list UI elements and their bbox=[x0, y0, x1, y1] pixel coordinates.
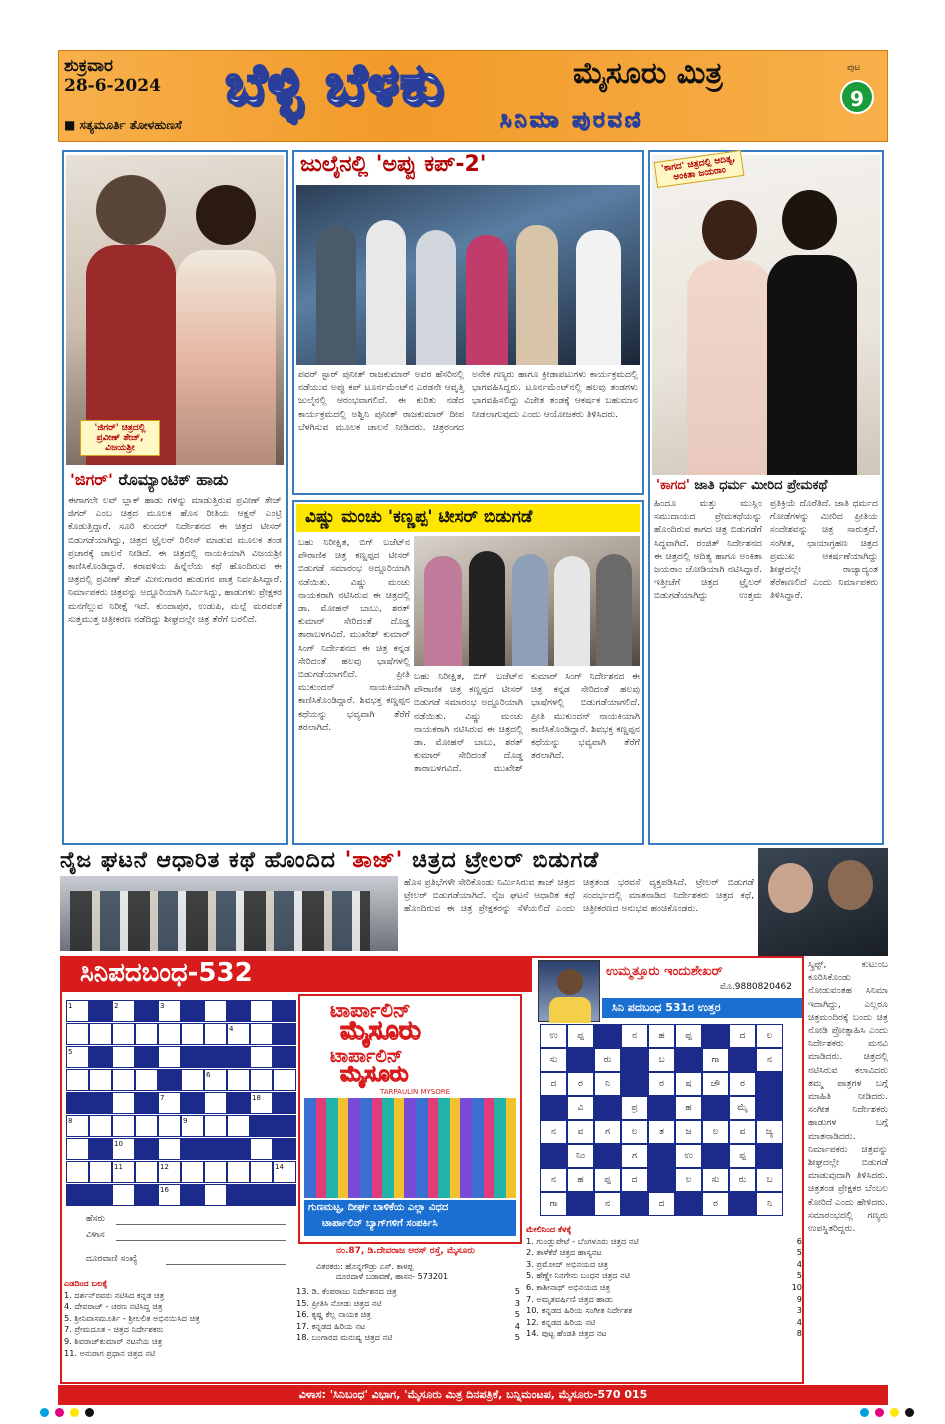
answer-block bbox=[702, 1024, 729, 1048]
masthead bbox=[58, 50, 888, 142]
crossword-cell[interactable] bbox=[158, 1138, 181, 1160]
author-credit: ■ ಸತ್ಯಮೂರ್ತಿ ತೋಳಹುಣಸೆ bbox=[64, 118, 182, 132]
answer-cell: ಪ್ಪ bbox=[594, 1168, 621, 1192]
crossword-block bbox=[204, 1046, 227, 1068]
crossword-cell[interactable] bbox=[204, 1115, 227, 1137]
crossword-block bbox=[273, 1000, 296, 1022]
footer-address: ವಿಳಾಸ: 'ಸಿನಿಬಂಧ' ವಿಭಾಗ, 'ಮೈಸೂರು ಮಿತ್ರ ದಿನಪತ್ರಿಕೆ, ಬನ್ನಿಮಂಟಪ, ಮೈಸೂರು-570 015 bbox=[58, 1385, 888, 1405]
registration-marks bbox=[0, 1408, 945, 1420]
clue-item: 1. ದರ್ಶನ್‌ರವರು ನಟಿಸಿದ ಕನ್ನಡ ಚಿತ್ರ bbox=[64, 1289, 165, 1300]
crossword-block bbox=[135, 1138, 158, 1160]
answer-cell: ವ bbox=[567, 1120, 594, 1144]
answer-cell: ವಿ bbox=[567, 1096, 594, 1120]
ad-title-2: ಮೈಸೂರು bbox=[340, 1016, 421, 1046]
answer-grid bbox=[540, 1024, 800, 1220]
crossword-cell[interactable] bbox=[158, 1046, 181, 1068]
answer-block bbox=[567, 1192, 594, 1216]
crossword-block bbox=[227, 1046, 250, 1068]
answer-block bbox=[567, 1048, 594, 1072]
answer-block bbox=[648, 1168, 675, 1192]
crossword-block bbox=[135, 1000, 158, 1022]
crossword-cell[interactable] bbox=[135, 1161, 158, 1183]
crossword-block bbox=[158, 1069, 181, 1091]
crossword-block bbox=[89, 1138, 112, 1160]
answer-cell: ನಿ bbox=[756, 1192, 783, 1216]
crossword-cell[interactable] bbox=[66, 1023, 89, 1045]
answer-block bbox=[756, 1072, 783, 1096]
crossword-cell[interactable] bbox=[112, 1046, 135, 1068]
crossword-block bbox=[66, 1092, 89, 1114]
crossword-cell[interactable] bbox=[89, 1069, 112, 1091]
answer-clue-item: 10. ಕನ್ನಡದ ಹಿರಿಯ ಸಂಗೀತ ನಿರ್ದೇಶಕ 3 bbox=[526, 1305, 802, 1316]
crossword-cell[interactable] bbox=[112, 1115, 135, 1137]
clue-item: 15. ಪ್ರೀತಿಸಿ ನೋಡು ಚಿತ್ರದ ನಟಿ 3 bbox=[296, 1297, 520, 1308]
crossword-block bbox=[181, 1092, 204, 1114]
answer-cell: ದ bbox=[621, 1168, 648, 1192]
answer-block bbox=[702, 1144, 729, 1168]
ad-photo bbox=[304, 1098, 516, 1198]
answer-cell: ಪ್ಪ bbox=[729, 1144, 756, 1168]
right-headline-rest: ಜಾತಿ ಧರ್ಮ ಮೀರಿದ ಪ್ರೇಮಕಥೆ bbox=[694, 478, 828, 493]
crossword-cell[interactable] bbox=[250, 1000, 273, 1022]
answer-clue-item: 2. ತಾಳೆಕೆರೆ ಚಿತ್ರದ ಹಾಸ್ಯನಟ 5 bbox=[526, 1247, 802, 1258]
answer-cell: ರ bbox=[567, 1072, 594, 1096]
crossword-cell[interactable] bbox=[273, 1069, 296, 1091]
crossword-cell[interactable]: 18 bbox=[250, 1092, 273, 1114]
center-top-headline: ಜುಲೈನಲ್ಲಿ 'ಅಪ್ಪು ಕಪ್-2' bbox=[300, 152, 487, 177]
crossword-cell[interactable] bbox=[158, 1023, 181, 1045]
answer-cell: ರ bbox=[648, 1072, 675, 1096]
crossword-block bbox=[273, 1138, 296, 1160]
phone-label: ದೂರವಾಣಿ ಸಂಖ್ಯೆ bbox=[86, 1254, 138, 1264]
crossword-cell[interactable]: 8 bbox=[66, 1115, 89, 1137]
answer-cell: ಬ bbox=[648, 1048, 675, 1072]
answer-cell: ಹ bbox=[567, 1168, 594, 1192]
answer-cell: ದ bbox=[648, 1192, 675, 1216]
answer-cell: ನಿ bbox=[594, 1072, 621, 1096]
crossword-cell[interactable] bbox=[181, 1023, 204, 1045]
answer-cell: ಜ್ಯ bbox=[756, 1120, 783, 1144]
center-top-body: ಪವರ್ ಸ್ಟಾರ್ ಪುನೀತ್ ರಾಜಕುಮಾರ್ ಅವರ ಹೆಸರಿನಲ್ಲಿ ನಡೆಯುವ ಅಪ್ಪು ಕಪ್ ಟೂರ್ನಮೆಂಟ್‌ನ ಎರಡನೇ ಆವೃತ್ತಿ ಜುಲೈನಲ್ಲಿ ಆರಂಭವಾಗಲಿದೆ. ಈ ಕುರಿತು ನಡೆದ ಕಾರ್ಯಕ್ರಮದಲ್ಲಿ ಅಶ್ವಿನಿ ಪುನೀತ್ ರಾಜಕುಮಾರ್ ದೀಪ ಬೆಳಗಿಸುವ ಮೂಲಕ ಚಾಲನೆ ನೀಡಿದರು. ಚಿತ್ರರಂಗದ ಅನೇಕ ಗಣ್ಯರು ಹಾಗೂ ಕ್ರೀಡಾಪಟುಗಳು ಕಾರ್ಯಕ್ರಮದಲ್ಲಿ ಭಾಗವಹಿಸಿದ್ದರು. ಟೂರ್ನಮೆಂಟ್‌ನಲ್ಲಿ ಹಲವು ತಂಡಗಳು ಭಾಗವಹಿಸಲಿದ್ದು ವಿಜೇತ ತಂಡಕ್ಕೆ ಆಕರ್ಷಕ ಬಹುಮಾನ ನೀಡಲಾಗುವುದು ಎಂದು ಆಯೋಜಕರು ತಿಳಿಸಿದರು. bbox=[298, 369, 638, 433]
crossword-block bbox=[273, 1023, 296, 1045]
answer-block bbox=[675, 1192, 702, 1216]
crossword-block bbox=[273, 1115, 296, 1137]
answer-cell: ಪ್ಪ bbox=[567, 1024, 594, 1048]
clues-left bbox=[64, 1278, 290, 1359]
left-story-headline bbox=[70, 470, 228, 490]
crossword-cell[interactable]: 12 bbox=[158, 1161, 181, 1183]
answer-cell: ನ bbox=[621, 1024, 648, 1048]
crossword-cell[interactable]: 5 bbox=[66, 1046, 89, 1068]
answer-block bbox=[540, 1096, 567, 1120]
center-mid-headline: ವಿಷ್ಣು ಮಂಚು 'ಕಣ್ಣಪ್ಪ' ಟೀಸರ್ ಬಿಡುಗಡೆ bbox=[305, 507, 533, 527]
crossword-block bbox=[89, 1000, 112, 1022]
answer-mobile: ಮೊ.9880820462 bbox=[720, 982, 793, 992]
tarpaulin-ad bbox=[298, 994, 522, 1244]
answer-cell: ಲ bbox=[675, 1168, 702, 1192]
crossword-cell[interactable] bbox=[227, 1069, 250, 1091]
answer-block bbox=[648, 1096, 675, 1120]
answer-cell: ಬ bbox=[756, 1168, 783, 1192]
crossword-grid[interactable] bbox=[66, 1000, 296, 1210]
paper-name: ಮೈಸೂರು ಮಿತ್ರ bbox=[573, 56, 723, 91]
center-mid-photo bbox=[414, 536, 640, 666]
ad-title-3: ಟಾರ್ಪಾಲಿನ್ bbox=[330, 1046, 403, 1067]
crossword-cell[interactable] bbox=[227, 1115, 250, 1137]
answer-cell: ರ bbox=[729, 1072, 756, 1096]
answer-block bbox=[648, 1144, 675, 1168]
answer-cell: ಜ bbox=[675, 1120, 702, 1144]
answer-cell: ರು bbox=[594, 1048, 621, 1072]
crossword-cell[interactable] bbox=[135, 1115, 158, 1137]
clue-item: 11. ಅನುರಾಗ ಪ್ರಧಾನ ಚಿತ್ರದ ನಟಿ bbox=[64, 1347, 156, 1358]
banner-poster bbox=[758, 848, 888, 956]
clue-item: 16. ಕೃಷ್ಣ ಕೆಲ್ಲ ನಾಯಕ ಚಿತ್ರ 5 bbox=[296, 1309, 520, 1320]
page-number: 9 bbox=[840, 80, 874, 114]
answer-clue-item: 7. ಅಮೃತವರ್ಷಿಣಿ ಚಿತ್ರದ ಹಾಡು 9 bbox=[526, 1293, 802, 1304]
address-label: ವಿಳಾಸ bbox=[86, 1230, 105, 1240]
crossword-cell[interactable]: 2 bbox=[112, 1000, 135, 1022]
answer-cell: ಗ bbox=[594, 1120, 621, 1144]
banner-photo bbox=[60, 876, 398, 951]
answer-cell: ಪ್ರ bbox=[621, 1096, 648, 1120]
crossword-cell[interactable] bbox=[250, 1138, 273, 1160]
answer-cell: ಲ bbox=[756, 1024, 783, 1048]
crossword-cell[interactable]: 11 bbox=[112, 1161, 135, 1183]
crossword-cell[interactable] bbox=[89, 1161, 112, 1183]
address-line[interactable] bbox=[116, 1240, 286, 1241]
crossword-block bbox=[227, 1092, 250, 1114]
clue-item: 5. ಶ್ರೀನಿವಾಸಮೂರ್ತಿ - ಶ್ರೀಲಲಿತ ಅಭಿನಯಿಸಿದ ಚಿತ್ರ bbox=[64, 1312, 200, 1323]
crossword-block bbox=[89, 1092, 112, 1114]
ad-caption-1: ಗುಣಮಟ್ಟ, ದೀರ್ಘ ಬಾಳಿಕೆಯ ಎಲ್ಲಾ ವಿಧದ bbox=[308, 1202, 449, 1213]
clue-item: 17. ಕನ್ನಡದ ಹಿರಿಯ ನಟ 4 bbox=[296, 1320, 520, 1331]
crossword-cell[interactable] bbox=[250, 1069, 273, 1091]
answer-block bbox=[621, 1192, 648, 1216]
crossword-cell[interactable] bbox=[204, 1023, 227, 1045]
section-subtitle: ಸಿನಿಮಾ ಪುರವಣಿ bbox=[500, 108, 644, 133]
clues-mid bbox=[296, 1286, 520, 1344]
center-mid-body: ಬಹು ನಿರೀಕ್ಷಿತ, ಬಿಗ್ ಬಜೆಟ್‌ನ ಪೌರಾಣಿಕ ಚಿತ್ರ ಕಣ್ಣಪ್ಪದ ಟೀಸರ್ ಬಿಡುಗಡೆ ಸಮಾರಂಭ ಅದ್ದೂರಿಯಾಗಿ ನಡೆಯಿತು. ವಿಷ್ಣು ಮಂಚು ನಾಯಕರಾಗಿ ನಟಿಸಿರುವ ಈ ಚಿತ್ರದಲ್ಲಿ ಡಾ. ಮೋಹನ್ ಬಾಬು, ಶರತ್ ಕುಮಾರ್ ಸೇರಿದಂತೆ ದೊಡ್ಡ ತಾರಾಬಳಗವಿದೆ. ಮುಖೇಶ್ ಕುಮಾರ್ ಸಿಂಗ್ ನಿರ್ದೇಶನದ ಈ ಚಿತ್ರ ಕನ್ನಡ ಸೇರಿದಂತೆ ಹಲವು ಭಾಷೆಗಳಲ್ಲಿ ಬಿಡುಗಡೆಯಾಗಲಿದೆ. ಪ್ರೀತಿ ಮುಕುಂದನ್ ನಾಯಕಿಯಾಗಿ ಕಾಣಿಸಿಕೊಂಡಿದ್ದಾರೆ. ಶಿವಭಕ್ತ ಕಣ್ಣಪ್ಪನ ಕಥೆಯನ್ನು ಭವ್ಯವಾಗಿ ತೆರೆಗೆ ತರಲಾಗಿದೆ. bbox=[298, 537, 410, 733]
crossword-cell[interactable] bbox=[66, 1138, 89, 1160]
clue-item: 13. ಡಿ. ಕೆಂಪರಾಜು ನಿರ್ದೇಶನದ ಚಿತ್ರ 5 bbox=[296, 1286, 520, 1296]
clue-item: 9. ಶಿವರಾಜ್‌ಕುಮಾರ್ ನಟನೆಯ ಚಿತ್ರ bbox=[64, 1335, 163, 1346]
crossword-cell[interactable] bbox=[181, 1161, 204, 1183]
crossword-cell[interactable]: 1 bbox=[66, 1000, 89, 1022]
crossword-cell[interactable] bbox=[181, 1069, 204, 1091]
banner-headline-a: ನೈಜ ಘಟನೆ ಆಧಾರಿತ ಕಥೆ ಹೊಂದಿದ bbox=[60, 848, 336, 873]
crossword-cell[interactable] bbox=[66, 1069, 89, 1091]
crossword-cell[interactable] bbox=[204, 1161, 227, 1183]
answer-cell: ತ bbox=[648, 1120, 675, 1144]
crossword-block bbox=[250, 1115, 273, 1137]
crossword-cell[interactable] bbox=[227, 1161, 250, 1183]
answer-clue-item: 3. ಪ್ರಮೋದ್ ಅಭಿನಯದ ಚಿತ್ರ 4 bbox=[526, 1258, 802, 1269]
phone-line[interactable] bbox=[166, 1264, 286, 1265]
crossword-cell[interactable]: 4 bbox=[227, 1023, 250, 1045]
crossword-block bbox=[181, 1138, 204, 1160]
ad-brand: TARPAULIN MYSORE bbox=[380, 1088, 451, 1096]
answer-block bbox=[540, 1144, 567, 1168]
crossword-cell[interactable] bbox=[112, 1023, 135, 1045]
banner-right-body: ಸ್ಕ್ರಿಪ್ಟ್, ಕುಟುಂಬ ಕೂರಿಸಿಕೊಂಡು ನೋಡುವಂತಹ ಸಿನಿಮಾ ಇದಾಗಿದ್ದು, ಎಲ್ಲರೂ ಚಿತ್ರಮಂದಿರಕ್ಕೆ ಬಂದು ಚಿತ್ರ ನೋಡಿ ಪ್ರೋತ್ಸಾಹಿಸಿ ಎಂದು ನಿರ್ದೇಶಕರು ಮನವಿ ಮಾಡಿದರು. ಚಿತ್ರದಲ್ಲಿ ನಟಿಸಿರುವ ಕಲಾವಿದರು ತಮ್ಮ ಪಾತ್ರಗಳ ಬಗ್ಗೆ ಮಾಹಿತಿ ನೀಡಿದರು. ಸಂಗೀತ ನಿರ್ದೇಶಕರು ಹಾಡುಗಳ ಬಗ್ಗೆ ಮಾತನಾಡಿದರು. ನಿರ್ಮಾಪಕರು ಚಿತ್ರವನ್ನು ಶೀಘ್ರದಲ್ಲೇ ಬಿಡುಗಡೆ ಮಾಡುವುದಾಗಿ ತಿಳಿಸಿದರು. ಚಿತ್ರತಂಡ ಪ್ರೇಕ್ಷಕರ ಬೆಂಬಲ ಕೋರಿದೆ ಎಂದು ಹೇಳಿದರು. ಸಮಾರಂಭದಲ್ಲಿ ಗಣ್ಯರು ಉಪಸ್ಥಿತರಿದ್ದರು. bbox=[808, 959, 888, 1235]
answer-cell: ಗಾ bbox=[702, 1048, 729, 1072]
crossword-cell[interactable] bbox=[204, 1184, 227, 1206]
ad-caption-2: ಟಾರ್ಪಾಲಿನ್ ಬ್ಯಾಗ್‌ಗಳಿಗೆ ಸಂಪರ್ಕಿಸಿ bbox=[322, 1218, 438, 1229]
name-label: ಹೆಸರು bbox=[86, 1214, 105, 1224]
answer-block bbox=[621, 1072, 648, 1096]
crossword-cell[interactable] bbox=[112, 1092, 135, 1114]
crossword-block bbox=[250, 1184, 273, 1206]
ad-title-1: ಟಾರ್ಪಾಲಿನ್ bbox=[330, 998, 411, 1022]
crossword-cell[interactable] bbox=[89, 1115, 112, 1137]
crossword-cell[interactable] bbox=[112, 1184, 135, 1206]
answer-clue-item: 12. ಕನ್ನಡದ ಹಿರಿಯ ನಟಿ 4 bbox=[526, 1316, 802, 1327]
answer-cell: ಉ bbox=[540, 1024, 567, 1048]
answer-cell: ಗ bbox=[621, 1144, 648, 1168]
crossword-block bbox=[273, 1092, 296, 1114]
crossword-cell[interactable] bbox=[135, 1069, 158, 1091]
crossword-block bbox=[227, 1184, 250, 1206]
answer-author: ಉಮ್ಮತ್ತೂರು ಇಂದುಶೇಖರ್ bbox=[606, 964, 723, 979]
left-story-body: ಈಗಾಗಲೇ ಲವ್ ಬ್ಲಾಕ್ ಹಾಡು ಗಳನ್ನು ಮಾಡುತ್ತಿರುವ ಪ್ರವೀಣ್ ತೇಜ್ ಜಿಗರ್ ಎಂಬ ಚಿತ್ರದ ಮೂಲಕ ಹೊಸ ರೀತಿಯ ಆಕ್ಷನ್ ಎಂಟ್ರಿ ಕೊಡುತ್ತಿದ್ದಾರೆ. ಸೂರಿ ಕುಂದರ್ ನಿರ್ದೇಶನದ ಈ ಚಿತ್ರದ ಟೀಸರ್ ಬಿಡುಗಡೆಯಾಗಿದ್ದು, ಚಿತ್ರದ ಟ್ರೈಲರ್ ರಿಲೀಸ್ ಮಾಡುವ ಮೂಲಕ ತಂಡ ಪ್ರಚಾರಕ್ಕೆ ಚಾಲನೆ ನೀಡಿದೆ. ಈ ಚಿತ್ರದಲ್ಲಿ ನಾಯಕಿಯಾಗಿ ವಿಜಯಶ್ರೀ ಕಾಣಿಸಿಕೊಂಡಿದ್ದಾರೆ. ಕರಾವಳಿಯ ಹಿನ್ನೆಲೆಯ ಕಥೆ ಹೊಂದಿರುವ ಈ ಚಿತ್ರದಲ್ಲಿ ಪ್ರವೀಣ್ ತೇಜ್ ಮೀನುಗಾರರ ಹುಡುಗನ ಪಾತ್ರ ನಿರ್ವಹಿಸಿದ್ದಾರೆ. ನಿರ್ಮಾಪಕರು ಚಿತ್ರವನ್ನು ಅದ್ದೂರಿಯಾಗಿ ನಿರ್ಮಿಸಿದ್ದು, ಹಾಡುಗಳು ಪ್ರೇಕ್ಷಕರ ಮನಗೆಲ್ಲುವ ನಿರೀಕ್ಷೆ ಇದೆ. ಕುಂದಾಪುರ, ಉಡುಪಿ, ಮಲ್ಪೆ ಮರವಂತೆ ಸುತ್ತಮುತ್ತ ಚಿತ್ರೀಕರಣ ನಡೆದಿದ್ದು ಶೀಘ್ರದಲ್ಲೇ ಚಿತ್ರ ತೆರೆಗೆ ಬರಲಿದೆ. bbox=[68, 495, 282, 625]
left-headline-quote: 'ಜಿಗರ್' bbox=[70, 470, 113, 489]
crossword-cell[interactable] bbox=[250, 1023, 273, 1045]
crossword-cell[interactable] bbox=[135, 1023, 158, 1045]
answer-block bbox=[621, 1048, 648, 1072]
crossword-cell[interactable]: 16 bbox=[158, 1184, 181, 1206]
crossword-block bbox=[273, 1046, 296, 1068]
center-top-photo bbox=[296, 185, 640, 365]
crossword-cell[interactable] bbox=[89, 1023, 112, 1045]
date-block bbox=[64, 56, 161, 96]
clue-item: 4. ದೇವರಾಜ್ - ಚರಣ ನಟಿಸಿದ್ದ ಚಿತ್ರ bbox=[64, 1301, 163, 1312]
right-photo-tag: 'ಕಾಗದ' ಚಿತ್ರದಲ್ಲಿ ಆದಿತ್ಯ, ಅಂಕಿತಾ ಜಯರಾಂ bbox=[654, 150, 745, 188]
crossword-cell[interactable] bbox=[250, 1161, 273, 1183]
answer-block bbox=[729, 1048, 756, 1072]
ad-address: ನಂ.87, ಡಿ.ದೇವರಾಜ ಅರಸ್ ರಸ್ತೆ, ಮೈಸೂರು bbox=[336, 1246, 475, 1256]
answer-clue-item: 5. ಹೆಣ್ಣೇ ನಿನಗೇನು ಬಂಧನ ಚಿತ್ರದ ನಟಿ 5 bbox=[526, 1270, 802, 1281]
answer-block bbox=[729, 1192, 756, 1216]
crossword-cell[interactable]: 7 bbox=[158, 1092, 181, 1114]
crossword-cell[interactable] bbox=[66, 1161, 89, 1183]
crossword-block bbox=[89, 1046, 112, 1068]
clue-item: 18. ಬಂಗಾರದ ಮನುಷ್ಯ ಚಿತ್ರದ ನಟಿ 5 bbox=[296, 1332, 520, 1343]
answer-block bbox=[594, 1096, 621, 1120]
crossword-title: ಸಿನಿಪದಬಂಧ-532 bbox=[80, 958, 253, 988]
crossword-block bbox=[135, 1092, 158, 1114]
right-story-photo bbox=[652, 155, 880, 475]
answer-title: ಸಿನಿ ಪದಬಂಧ 531ರ ಉತ್ತರ bbox=[612, 1001, 721, 1014]
answer-cell: ನ bbox=[540, 1168, 567, 1192]
name-line[interactable] bbox=[116, 1224, 286, 1225]
weekday: ಶುಕ್ರವಾರ bbox=[64, 56, 113, 76]
right-story-body: ಹಿಂದೂ ಮತ್ತು ಮುಸ್ಲಿಂ ಸಮುದಾಯದ ಪ್ರೇಮಕಥೆಯನ್ನು ಹೊಂದಿರುವ ಕಾಗದ ಚಿತ್ರ ಬಿಡುಗಡೆಗೆ ಸಿದ್ಧವಾಗಿದೆ. ರಂಜಿತ್ ನಿರ್ದೇಶನದ ಈ ಚಿತ್ರದಲ್ಲಿ ಆದಿತ್ಯ ಹಾಗೂ ಅಂಕಿತಾ ಜಯರಾಂ ಜೋಡಿಯಾಗಿ ನಟಿಸಿದ್ದಾರೆ. ಇತ್ತೀಚೆಗೆ ಚಿತ್ರದ ಟ್ರೈಲರ್ ಬಿಡುಗಡೆಯಾಗಿದ್ದು ಉತ್ತಮ ಪ್ರತಿಕ್ರಿಯೆ ದೊರೆತಿದೆ. ಜಾತಿ ಧರ್ಮದ ಗೋಡೆಗಳನ್ನು ಮೀರಿದ ಪ್ರೀತಿಯ ಸಂದೇಶವನ್ನು ಚಿತ್ರ ಸಾರುತ್ತದೆ. ಸಂಗೀತ, ಛಾಯಾಗ್ರಹಣ ಚಿತ್ರದ ಪ್ರಮುಖ ಆಕರ್ಷಣೆಯಾಗಿದ್ದು ಶೀಘ್ರದಲ್ಲೇ ರಾಜ್ಯಾದ್ಯಂತ ತೆರೆಕಾಣಲಿದೆ ಎಂದು ನಿರ್ಮಾಪಕರು ತಿಳಿಸಿದ್ದಾರೆ. bbox=[654, 498, 878, 602]
crossword-block bbox=[89, 1184, 112, 1206]
crossword-block bbox=[181, 1184, 204, 1206]
section-title: ಬೆಳ್ಳಿ ಬೆಳಕು bbox=[225, 52, 445, 117]
page-label: ಪುಟ bbox=[847, 63, 861, 73]
answer-cell: ಉ bbox=[675, 1144, 702, 1168]
crossword-cell[interactable]: 9 bbox=[181, 1115, 204, 1137]
crossword-cell[interactable] bbox=[250, 1046, 273, 1068]
answer-author-photo bbox=[538, 960, 600, 1022]
crossword-cell[interactable]: 6 bbox=[204, 1069, 227, 1091]
right-headline-quote: 'ಕಾಗದ' bbox=[656, 478, 690, 493]
left-photo-tag: 'ಜಿಗರ್' ಚಿತ್ರದಲ್ಲಿ ಪ್ರವೀಣ್ ತೇಜ್, ವಿಜಯಶ್ರೀ bbox=[80, 420, 160, 456]
answer-cell: ನಿಂ bbox=[567, 1144, 594, 1168]
answer-cell: ನ bbox=[540, 1120, 567, 1144]
crossword-cell[interactable]: 10 bbox=[112, 1138, 135, 1160]
crossword-cell[interactable] bbox=[204, 1000, 227, 1022]
answer-cell: ಸು bbox=[540, 1048, 567, 1072]
crossword-block bbox=[135, 1184, 158, 1206]
answer-cell: ಸು bbox=[702, 1168, 729, 1192]
date: 28-6-2024 bbox=[64, 76, 161, 96]
answer-clue-item: 1. ಗುಂಡ್ಲುಪೇಟೆ - ಬೆಂಗಳೂರು ಚಿತ್ರದ ನಟಿ 6 bbox=[526, 1235, 802, 1246]
answer-cell: ನ bbox=[594, 1192, 621, 1216]
answer-clue-item: 6. ಕಾಶೀನಾಥ್ ಅಭಿನಯದ ಚಿತ್ರ 10 bbox=[526, 1281, 802, 1292]
answer-cell: ದ bbox=[729, 1024, 756, 1048]
crossword-block bbox=[181, 1000, 204, 1022]
answer-cell: ರ bbox=[702, 1192, 729, 1216]
ad-distributor: ವಿತರಕರು: ಹೊನ್ನಗೌಡ್ರು ಎಸ್. ಕಾಳಪ್ಪ bbox=[316, 1262, 414, 1271]
answer-cell: ಪ್ಪ bbox=[675, 1024, 702, 1048]
answer-cell: ರು bbox=[729, 1168, 756, 1192]
crossword-cell[interactable]: 3 bbox=[158, 1000, 181, 1022]
answer-block bbox=[594, 1144, 621, 1168]
clue-item: 7. ಪ್ರೇಮದೂತ - ಚಿತ್ರದ ನಿರ್ದೇಶಕರು bbox=[64, 1324, 164, 1335]
center-mid-body-2: ಬಹು ನಿರೀಕ್ಷಿತ, ಬಿಗ್ ಬಜೆಟ್‌ನ ಪೌರಾಣಿಕ ಚಿತ್ರ ಕಣ್ಣಪ್ಪದ ಟೀಸರ್ ಬಿಡುಗಡೆ ಸಮಾರಂಭ ಅದ್ದೂರಿಯಾಗಿ ನಡೆಯಿತು. ವಿಷ್ಣು ಮಂಚು ನಾಯಕರಾಗಿ ನಟಿಸಿರುವ ಈ ಚಿತ್ರದಲ್ಲಿ ಡಾ. ಮೋಹನ್ ಬಾಬು, ಶರತ್ ಕುಮಾರ್ ಸೇರಿದಂತೆ ದೊಡ್ಡ ತಾರಾಬಳಗವಿದೆ. ಮುಖೇಶ್ ಕುಮಾರ್ ಸಿಂಗ್ ನಿರ್ದೇಶನದ ಈ ಚಿತ್ರ ಕನ್ನಡ ಸೇರಿದಂತೆ ಹಲವು ಭಾಷೆಗಳಲ್ಲಿ ಬಿಡುಗಡೆಯಾಗಲಿದೆ. ಪ್ರೀತಿ ಮುಕುಂದನ್ ನಾಯಕಿಯಾಗಿ ಕಾಣಿಸಿಕೊಂಡಿದ್ದಾರೆ. ಶಿವಭಕ್ತ ಕಣ್ಣಪ್ಪನ ಕಥೆಯನ್ನು ಭವ್ಯವಾಗಿ ತೆರೆಗೆ ತರಲಾಗಿದೆ. bbox=[414, 671, 640, 775]
crossword-block bbox=[66, 1184, 89, 1206]
left-story-photo bbox=[66, 155, 284, 465]
answer-block bbox=[756, 1144, 783, 1168]
crossword-block bbox=[181, 1046, 204, 1068]
answer-cell: ಹ bbox=[675, 1096, 702, 1120]
crossword-block bbox=[273, 1184, 296, 1206]
answer-cell: ಹ bbox=[648, 1024, 675, 1048]
crossword-cell[interactable]: 14 bbox=[273, 1161, 296, 1183]
answer-cell: ಲ bbox=[702, 1120, 729, 1144]
banner-headline bbox=[60, 848, 599, 873]
crossword-cell[interactable] bbox=[112, 1069, 135, 1091]
crossword-cell[interactable] bbox=[204, 1092, 227, 1114]
answer-cell: ನ bbox=[756, 1048, 783, 1072]
entry-form bbox=[66, 1212, 294, 1270]
answer-block bbox=[594, 1024, 621, 1048]
answer-cell: ಮೈ bbox=[729, 1096, 756, 1120]
answer-block bbox=[702, 1096, 729, 1120]
clues-left-title: ಎಡದಿಂದ ಬಲಕ್ಕೆ bbox=[64, 1278, 108, 1288]
answer-block bbox=[756, 1096, 783, 1120]
answer-cell: ಲ bbox=[621, 1120, 648, 1144]
ad-title-4: ಮೈಸೂರು bbox=[340, 1062, 409, 1087]
answer-clues bbox=[526, 1224, 802, 1340]
answer-clues-title: ಮೇಲಿನಿಂದ ಕೆಳಕ್ಕೆ bbox=[526, 1224, 572, 1234]
answer-cell: ವ bbox=[729, 1120, 756, 1144]
banner-body: ಹೊಸ ಪ್ರತಿಭೆಗಳೇ ಸೇರಿಕೊಂಡು ನಿರ್ಮಿಸಿರುವ ತಾಜ್ ಚಿತ್ರದ ಟ್ರೇಲರ್ ಬಿಡುಗಡೆಯಾಗಿದೆ. ನೈಜ ಘಟನೆ ಆಧಾರಿತ ಕಥೆ ಹೊಂದಿರುವ ಈ ಚಿತ್ರ ಪ್ರೇಕ್ಷಕರನ್ನು ಸೆಳೆಯಲಿದೆ ಎಂದು ಚಿತ್ರತಂಡ ಭರವಸೆ ವ್ಯಕ್ತಪಡಿಸಿದೆ. ಟ್ರೇಲರ್ ಬಿಡುಗಡೆ ಸಂದರ್ಭದಲ್ಲಿ ಮಾತನಾಡಿದ ನಿರ್ದೇಶಕರು ಚಿತ್ರದ ಕಥೆ, ಚಿತ್ರೀಕರಣದ ಅನುಭವ ಹಂಚಿಕೊಂಡರು. bbox=[404, 877, 754, 915]
crossword-block bbox=[204, 1138, 227, 1160]
answer-cell: ಷ bbox=[675, 1072, 702, 1096]
banner-headline-quote: 'ತಾಜ್' bbox=[344, 848, 404, 873]
answer-cell: ದ bbox=[540, 1072, 567, 1096]
answer-cell: ಚೌ bbox=[702, 1072, 729, 1096]
answer-clue-item: 14. ಪುಟ್ಟ ಹೆಂಡತಿ ಚಿತ್ರದ ನಟ 8 bbox=[526, 1328, 802, 1339]
crossword-block bbox=[227, 1000, 250, 1022]
answer-cell: ಗಾ bbox=[540, 1192, 567, 1216]
crossword-block bbox=[227, 1138, 250, 1160]
crossword-block bbox=[135, 1046, 158, 1068]
left-headline-rest: ರೊಮ್ಯಾಂಟಿಕ್ ಹಾಡು bbox=[118, 470, 229, 489]
right-story-headline bbox=[656, 478, 827, 493]
ad-distributor-2: ದೂರದಾಳೆ ಬಡಾವಣೆ, ಹಾಸನ- 573201 bbox=[336, 1272, 449, 1281]
crossword-cell[interactable] bbox=[158, 1115, 181, 1137]
banner-headline-b: ಚಿತ್ರದ ಟ್ರೇಲರ್ ಬಿಡುಗಡೆ bbox=[412, 848, 600, 873]
answer-block bbox=[675, 1048, 702, 1072]
